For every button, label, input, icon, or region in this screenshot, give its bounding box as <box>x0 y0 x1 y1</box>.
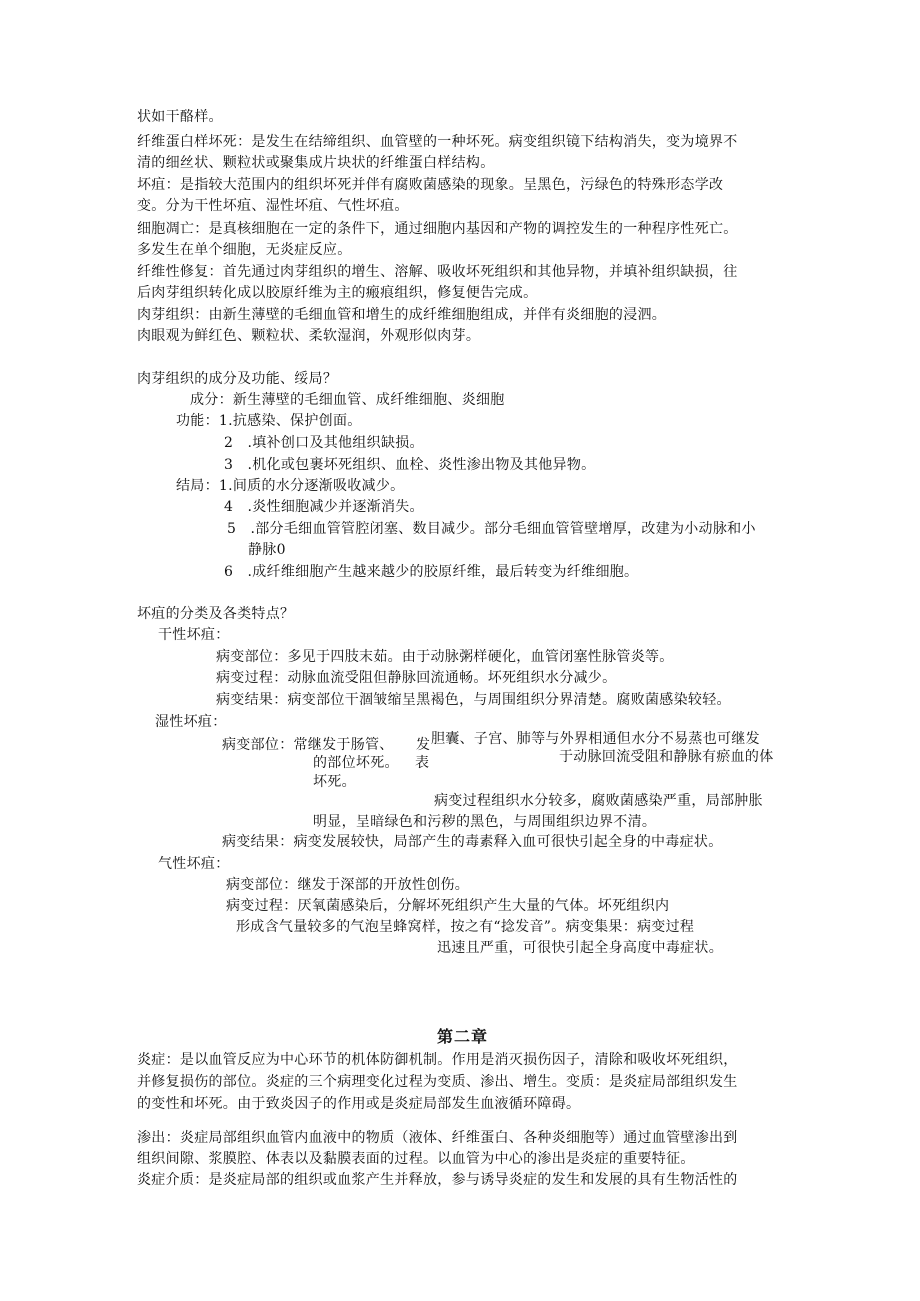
feature-fragment: 发 <box>416 737 431 753</box>
definition-line: 状如干酪样。 <box>137 109 223 125</box>
feature-line: 病变结果：病变部位干涸皱缩呈黑褐色，与周围组织分界清楚。腐败菌感染较轻。 <box>216 692 731 708</box>
feature-fragment: 表 <box>415 755 430 771</box>
feature-fragment: 的部位坏死。 <box>313 755 399 771</box>
feature-line: 形成含气量较多的气泡呈蜂窝样，按之有“捻发音”。病变集果：病变过程 <box>236 919 695 935</box>
function-line: 2 .填补创口及其他组织缺损。 <box>224 435 424 451</box>
paragraph-line: 炎症介质：是炎症局部的组织或血浆产生并释放，参与诱导炎症的发生和发展的具有生物活性的 <box>137 1172 738 1188</box>
feature-line: 病变过程：动脉血流受阻但静脉回流通畅。坏死组织水分减少。 <box>216 670 617 686</box>
feature-line: 病变部位：常继发于肠管、 <box>222 737 394 753</box>
feature-fragment: 坏死。 <box>313 774 356 790</box>
definition-line: 纤维性修复：首先通过肉芽组织的增生、溶解、吸收坏死组织和其他异物，并填补组织缺损，往 <box>137 264 738 280</box>
feature-line: 病变结果：病变发展较快，局部产生的毒素释入血可很快引起全身的中毒症状。 <box>222 834 723 850</box>
feature-line: 病变过程：厌氧菌感染后，分解坏死组织产生大量的气体。坏死组织内 <box>226 898 670 914</box>
definition-line: 坏疽：是指较大范围内的组织坏死并伴有腐败菌感染的现象。呈黑色，污绿色的特殊形态学改 <box>137 177 724 193</box>
outcome-line: 静脉0 <box>248 542 286 558</box>
question-heading: 坏疽的分类及各类特点？ <box>137 606 295 622</box>
chapter-title: 第二章 <box>437 1027 489 1046</box>
definition-line: 细胞凋亡：是真核细胞在一定的条件下，通过细胞内基因和产物的调控发生的一种程序性死亡。 <box>137 221 738 237</box>
definition-line: 多发生在单个细胞，无炎症反应。 <box>137 242 352 258</box>
feature-line: 病变部位：多见于四肢末茹。由于动脉粥样硬化，血管闭塞性脉管炎等。 <box>216 649 674 665</box>
feature-fragment: 胆囊、子宫、肺等与外界相通但水分不易蒸也可继发 <box>431 731 760 747</box>
feature-line: 病变过程组织水分较多，腐败菌感染严重，局部肿胀 <box>434 793 763 809</box>
definition-line: 清的细丝状、颗粒状或聚集成片块状的纤维蛋白样结构。 <box>137 155 495 171</box>
definition-line: 纤维蛋白样坏死：是发生在结缔组织、血管壁的一种坏死。病变组织镜下结构消失，变为境界不 <box>137 134 738 150</box>
subheading: 干性坏疽： <box>158 627 230 643</box>
paragraph-line: 渗出：炎症局部组织血管内血液中的物质（液体、纤维蛋白、各种炎细胞等）通过血管壁渗出到 <box>137 1130 738 1146</box>
outcome-line: 6 .成纤维细胞产生越来越少的胶原纤维，最后转变为纤维细胞。 <box>224 564 639 580</box>
paragraph-line: 并修复损伤的部位。炎症的三个病理变化过程为变质、渗出、增生。变质：是炎症局部组织发生 <box>137 1074 738 1090</box>
definition-line: 肉芽组织：由新生薄壁的毛细血管和增生的成纤维细胞组成，并伴有炎细胞的浸泗。 <box>137 307 667 323</box>
paragraph-line: 炎症：是以血管反应为中心环节的机体防御机制。作用是消灭损伤因子，清除和吸收坏死组织， <box>137 1052 738 1068</box>
question-heading: 肉芽组织的成分及功能、绥局？ <box>137 371 338 387</box>
paragraph-line: 的变性和坏死。由于致炎因子的作用或是炎症局部发生血液循环障碍。 <box>137 1096 581 1112</box>
definition-line: 变。分为干性坏疽、湿性坏疽、气性坏疽。 <box>137 198 409 214</box>
composition-line: 成分：新生薄壁的毛细血管、成纤维细胞、炎细胞 <box>190 392 505 408</box>
paragraph-line: 组织间隙、浆膜腔、体表以及黏膜表面的过程。以血管为中心的渗出是炎症的重要特征。 <box>137 1151 695 1167</box>
definition-line: 后肉芽组织转化成以胶原纤维为主的瘢痕组织，修复便告完成。 <box>137 285 538 301</box>
subheading: 气性坏疽： <box>158 856 230 872</box>
feature-line: 病变部位：继发于深部的开放性创伤。 <box>226 877 470 893</box>
feature-line: 明显，呈暗绿色和污秽的黑色，与周围组织边界不清。 <box>313 814 657 830</box>
definition-line: 肉眼观为鲜红色、颗粒状、柔软湿润，外观形似肉芽。 <box>137 328 481 344</box>
function-line: 功能：1.抗感染、保护创面。 <box>176 413 362 429</box>
feature-fragment: 于动脉回流受阻和静脉有瘀血的体 <box>559 749 774 765</box>
outcome-line: 5 .部分毛细血管管腔闭塞、数目减少。部分毛细血管管壁增厚，改建为小动脉和小 <box>227 521 756 537</box>
outcome-line: 4 .炎性细胞减少并逐渐消失。 <box>224 499 424 515</box>
feature-line: 迅速且严重，可很快引起全身高度中毒症状。 <box>437 940 723 956</box>
function-line: 3 .机化或包裹坏死组织、血栓、炎性渗出物及其他异物。 <box>224 457 596 473</box>
outcome-line: 结局：1.间质的水分逐渐吸收减少。 <box>176 478 405 494</box>
subheading: 湿性坏疽： <box>155 714 227 730</box>
